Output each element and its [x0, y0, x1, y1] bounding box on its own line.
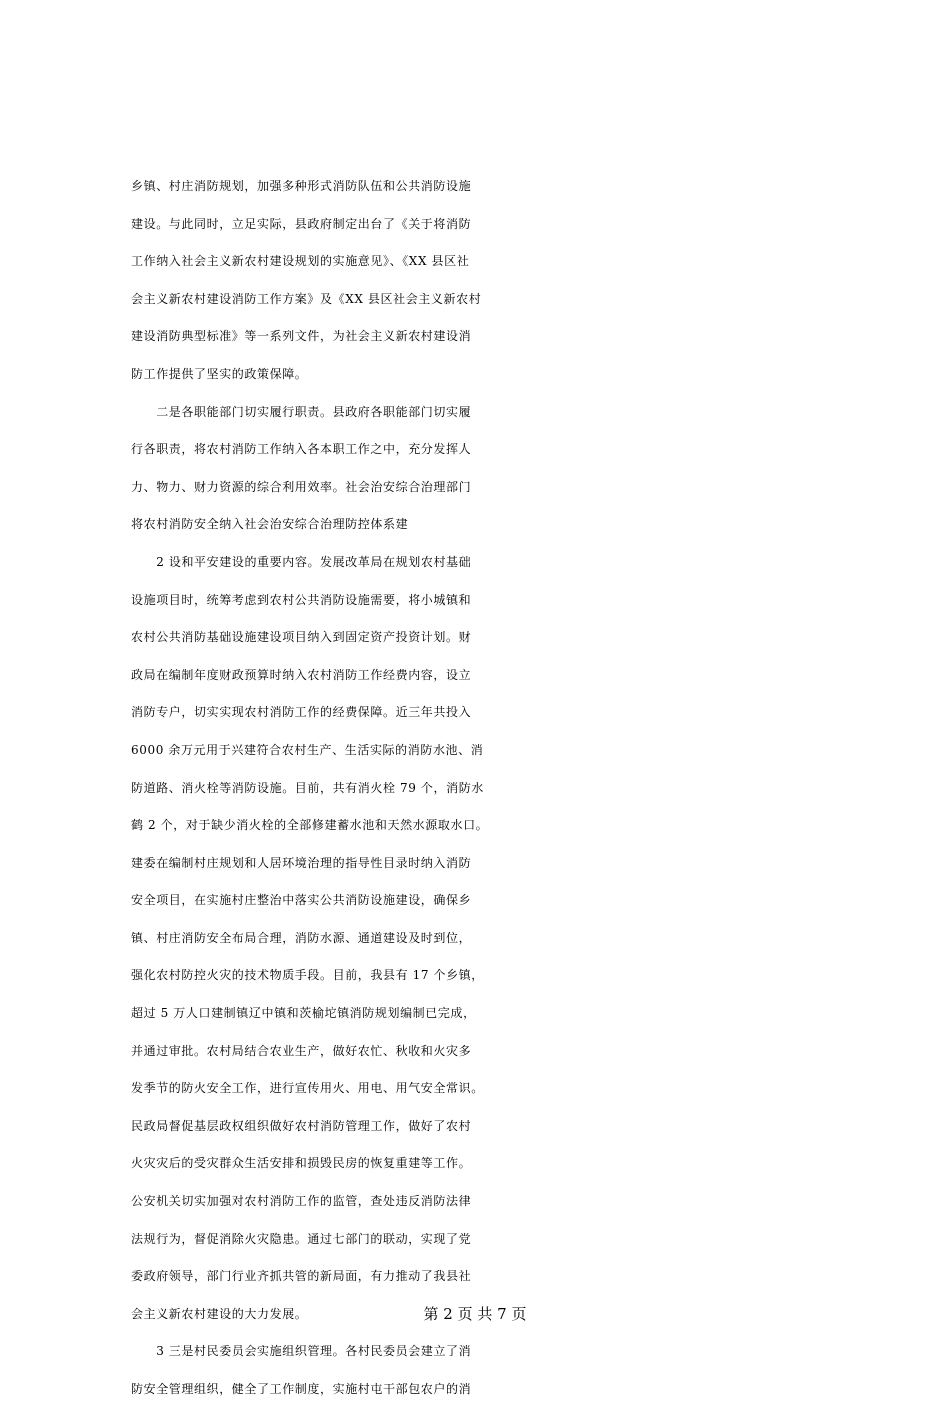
text-line: 防道路、消火栓等消防设施。目前，共有消火栓 79 个，消防水	[131, 780, 484, 795]
text-line: 安全项目，在实施村庄整治中落实公共消防设施建设，确保乡	[131, 893, 472, 908]
page-footer: 第 2 页 共 7 页	[423, 1305, 527, 1323]
text-line: 并通过审批。农村局结合农业生产，做好农忙、秋收和火灾多	[131, 1043, 472, 1058]
text-line: 建委在编制村庄规划和人居环境治理的指导性目录时纳入消防	[131, 855, 472, 870]
text-line: 建设消防典型标准》等一系列文件，为社会主义新农村建设消	[131, 329, 472, 344]
text-line: 消防专户，切实实现农村消防工作的经费保障。近三年共投入	[131, 705, 472, 720]
text-line: 防安全管理组织，健全了工作制度，实施村屯干部包农户的消	[131, 1382, 472, 1396]
text-line: 鹤 2 个，对于缺少消火栓的全部修建蓄水池和天然水源取水口。	[131, 818, 489, 833]
text-line: 2 设和平安建设的重要内容。发展改革局在规划农村基础	[131, 554, 472, 569]
text-line: 行各职责，将农村消防工作纳入各本职工作之中，充分发挥人	[131, 442, 472, 457]
text-line: 民政局督促基层政权组织做好农村消防管理工作，做好了农村	[131, 1118, 472, 1133]
text-line: 工作纳入社会主义新农村建设规划的实施意见》、《XX 县区社	[131, 254, 470, 269]
text-line: 6000 余万元用于兴建符合农村生产、生活实际的消防水池、消	[131, 742, 484, 757]
text-line: 会主义新农村建设的大力发展。	[131, 1306, 308, 1321]
text-line: 超过 5 万人口建制镇辽中镇和茨榆坨镇消防规划编制已完成，	[131, 1006, 476, 1021]
text-line: 镇、村庄消防安全布局合理，消防水源、通道建设及时到位，	[131, 930, 472, 945]
text-line: 农村公共消防基础设施建设项目纳入到固定资产投资计划。财	[131, 630, 472, 645]
text-line: 法规行为，督促消除火灾隐患。通过七部门的联动，实现了党	[131, 1231, 472, 1246]
text-line: 火灾灾后的受灾群众生活安排和损毁民房的恢复重建等工作。	[131, 1156, 472, 1171]
text-line: 公安机关切实加强对农村消防工作的监管，查处违反消防法律	[131, 1194, 472, 1209]
text-line: 发季节的防火安全工作，进行宣传用火、用电、用气安全常识。	[131, 1081, 484, 1096]
text-line: 3 三是村民委员会实施组织管理。各村民委员会建立了消	[131, 1344, 472, 1359]
text-line: 强化农村防控火灾的技术物质手段。目前，我县有 17 个乡镇，	[131, 968, 484, 983]
text-line: 政局在编制年度财政预算时纳入农村消防工作经费内容，设立	[131, 667, 472, 682]
body-text	[131, 168, 831, 1409]
text-line: 委政府领导，部门行业齐抓共管的新局面，有力推动了我县社	[131, 1269, 472, 1284]
text-line: 建设。与此同时，立足实际，县政府制定出台了《关于将消防	[131, 216, 472, 231]
text-line: 二是各职能部门切实履行职责。县政府各职能部门切实履	[131, 404, 472, 419]
text-line: 防工作提供了坚实的政策保障。	[131, 366, 308, 381]
text-line: 乡镇、村庄消防规划，加强多种形式消防队伍和公共消防设施	[131, 179, 472, 193]
text-line: 将农村消防安全纳入社会治安综合治理防控体系建	[131, 517, 409, 532]
text-line: 会主义新农村建设消防工作方案》及《XX 县区社会主义新农村	[131, 291, 482, 306]
text-line: 设施项目时，统筹考虑到农村公共消防设施需要，将小城镇和	[131, 592, 472, 607]
text-line: 力、物力、财力资源的综合利用效率。社会治安综合治理部门	[131, 479, 472, 494]
